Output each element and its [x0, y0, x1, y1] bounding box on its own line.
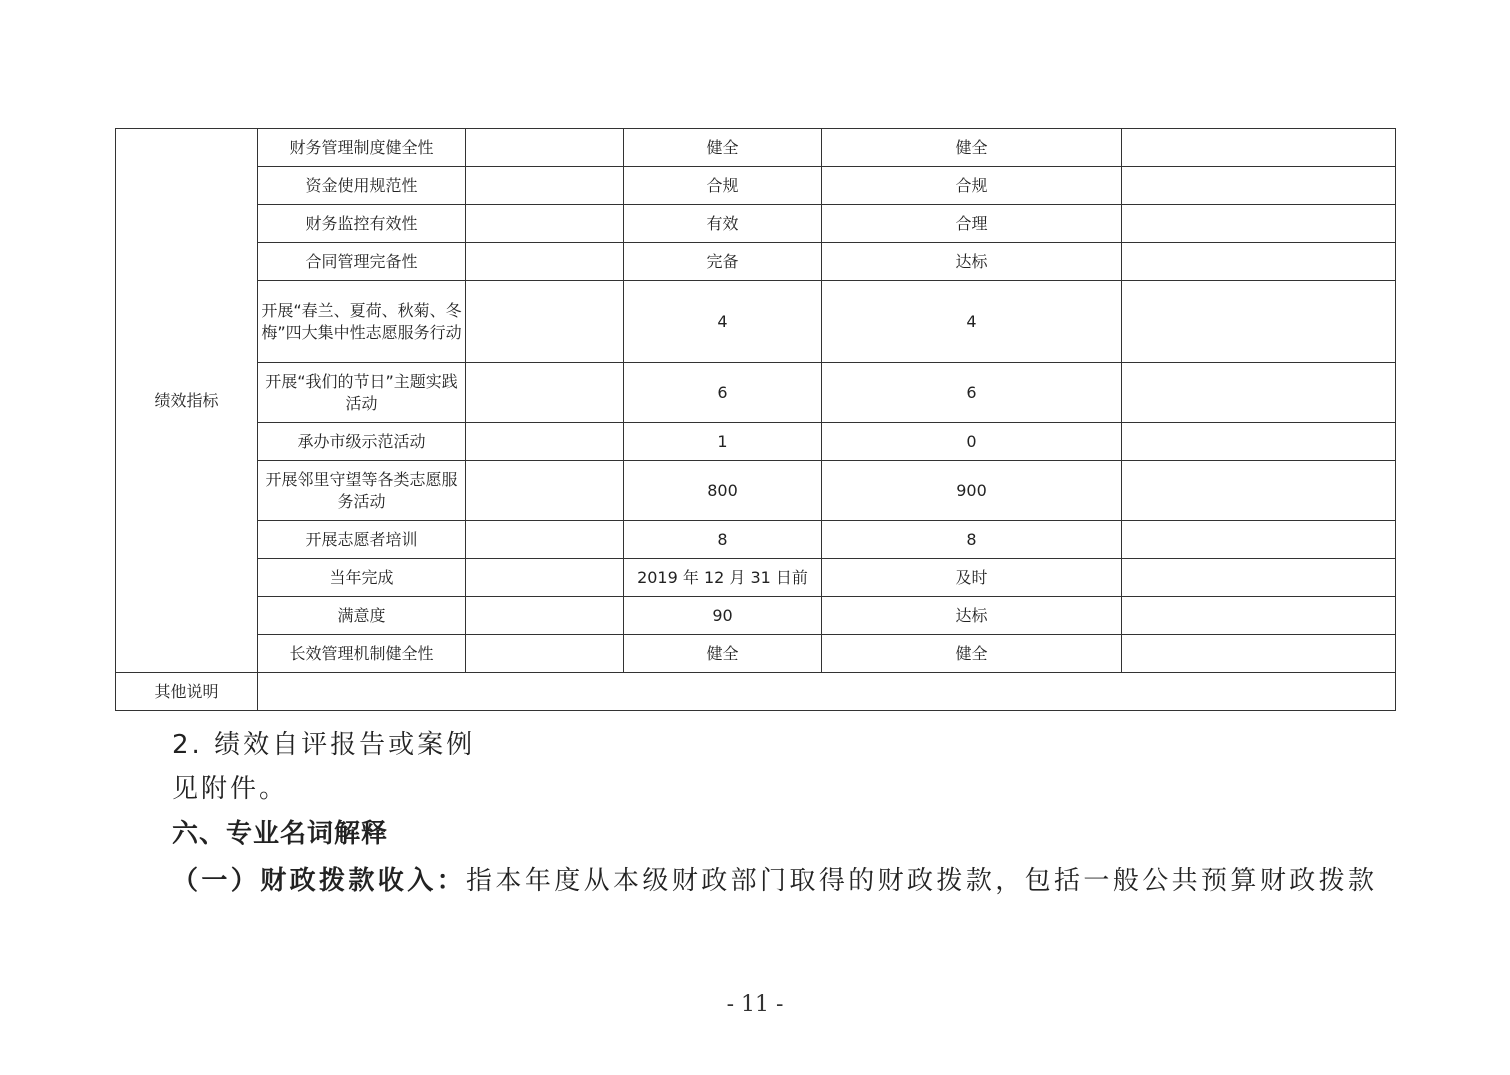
remark-cell	[1122, 521, 1396, 559]
indicator-cell: 财务管理制度健全性	[258, 129, 466, 167]
target-cell: 健全	[624, 129, 822, 167]
table-row	[116, 167, 1396, 205]
actual-cell: 健全	[822, 635, 1122, 673]
indicator-cell: 开展邻里守望等各类志愿服务活动	[258, 461, 466, 521]
indicator-cell: 开展志愿者培训	[258, 521, 466, 559]
target-cell: 90	[624, 597, 822, 635]
table-row	[116, 363, 1396, 423]
actual-cell: 健全	[822, 129, 1122, 167]
indicator-cell: 财务监控有效性	[258, 205, 466, 243]
item2-title: 2. 绩效自评报告或案例	[172, 730, 476, 760]
indicator-cell: 承办市级示范活动	[258, 423, 466, 461]
remark-cell	[1122, 597, 1396, 635]
index-value-cell	[466, 423, 624, 461]
actual-cell: 4	[822, 281, 1122, 363]
table-row	[116, 423, 1396, 461]
target-cell: 6	[624, 363, 822, 423]
actual-cell: 合规	[822, 167, 1122, 205]
performance-indicator-table	[115, 128, 1396, 711]
remark-cell	[1122, 635, 1396, 673]
index-value-cell	[466, 129, 624, 167]
item2-text: 见附件。	[172, 774, 289, 804]
target-cell: 2019 年 12 月 31 日前	[624, 559, 822, 597]
remark-cell	[1122, 461, 1396, 521]
actual-cell: 达标	[822, 597, 1122, 635]
other-notes-label: 其他说明	[116, 673, 258, 711]
remark-cell	[1122, 129, 1396, 167]
remark-cell	[1122, 559, 1396, 597]
actual-cell: 6	[822, 363, 1122, 423]
actual-cell: 900	[822, 461, 1122, 521]
index-value-cell	[466, 521, 624, 559]
actual-cell: 合理	[822, 205, 1122, 243]
index-value-cell	[466, 205, 624, 243]
indicator-cell: 资金使用规范性	[258, 167, 466, 205]
index-value-cell	[466, 363, 624, 423]
index-value-cell	[466, 635, 624, 673]
table-row	[116, 281, 1396, 363]
index-value-cell	[466, 461, 624, 521]
indicator-cell: 合同管理完备性	[258, 243, 466, 281]
table-row	[116, 635, 1396, 673]
other-notes-value	[258, 673, 1396, 711]
remark-cell	[1122, 167, 1396, 205]
page-number: - 11 -	[726, 992, 784, 1017]
index-value-cell	[466, 243, 624, 281]
indicator-cell: 长效管理机制健全性	[258, 635, 466, 673]
actual-cell: 0	[822, 423, 1122, 461]
remark-cell	[1122, 363, 1396, 423]
index-value-cell	[466, 281, 624, 363]
table-row	[116, 205, 1396, 243]
remark-cell	[1122, 423, 1396, 461]
target-cell: 1	[624, 423, 822, 461]
target-cell: 合规	[624, 167, 822, 205]
remark-cell	[1122, 281, 1396, 363]
actual-cell: 8	[822, 521, 1122, 559]
table-row	[116, 597, 1396, 635]
section6-title: 六、专业名词解释	[172, 819, 389, 849]
target-cell: 完备	[624, 243, 822, 281]
actual-cell: 达标	[822, 243, 1122, 281]
indicator-cell: 开展“我们的节日”主题实践活动	[258, 363, 466, 423]
table-row	[116, 559, 1396, 597]
index-value-cell	[466, 597, 624, 635]
term1-label: （一）财政拨款收入：	[172, 866, 467, 896]
target-cell: 800	[624, 461, 822, 521]
target-cell: 4	[624, 281, 822, 363]
table-row	[116, 673, 1396, 711]
term1-paragraph	[172, 860, 1377, 897]
remark-cell	[1122, 205, 1396, 243]
table-row	[116, 243, 1396, 281]
term1-text: 指本年度从本级财政部门取得的财政拨款，包括一般公共预算财政拨款	[466, 866, 1378, 896]
indicator-cell: 当年完成	[258, 559, 466, 597]
index-value-cell	[466, 167, 624, 205]
target-cell: 有效	[624, 205, 822, 243]
index-value-cell	[466, 559, 624, 597]
table-row	[116, 521, 1396, 559]
category-cell: 绩效指标	[116, 129, 258, 673]
table-row	[116, 129, 1396, 167]
table-row	[116, 461, 1396, 521]
remark-cell	[1122, 243, 1396, 281]
indicator-cell: 开展“春兰、夏荷、秋菊、冬梅”四大集中性志愿服务行动	[258, 281, 466, 363]
target-cell: 健全	[624, 635, 822, 673]
target-cell: 8	[624, 521, 822, 559]
indicator-cell: 满意度	[258, 597, 466, 635]
actual-cell: 及时	[822, 559, 1122, 597]
